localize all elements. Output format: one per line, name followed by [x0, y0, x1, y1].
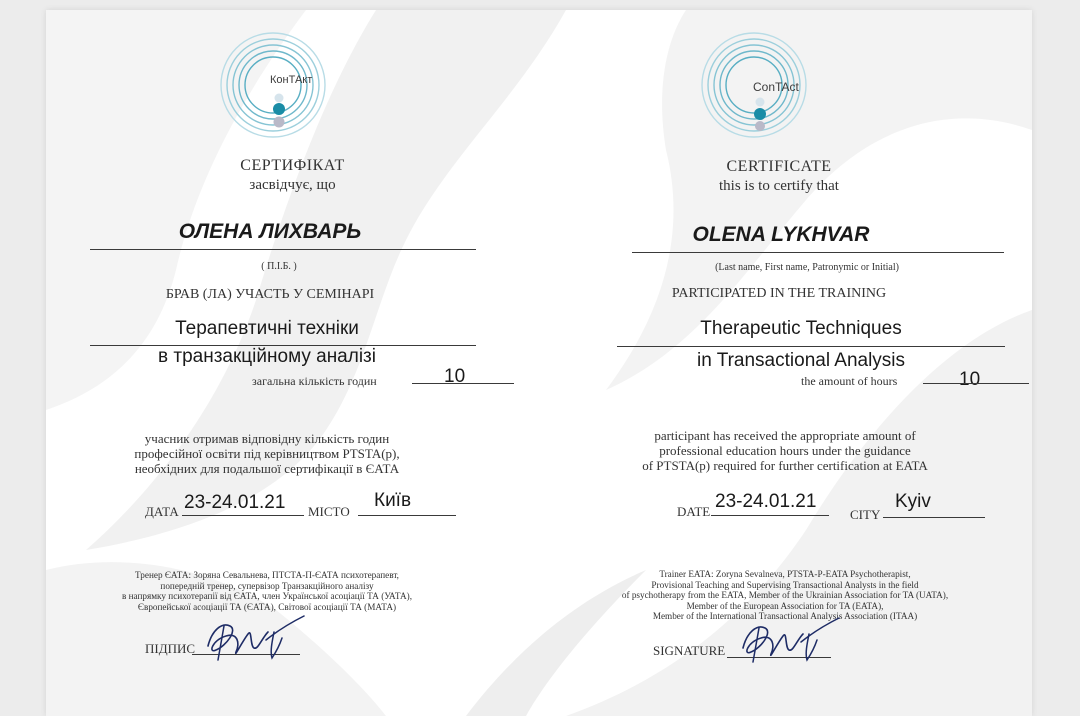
date-underline	[182, 515, 304, 516]
education-paragraph	[539, 428, 1031, 473]
trainer-line: Member of the International Transactional Analysis Association (ITAA)	[652, 611, 918, 621]
hours-value: 10	[959, 369, 981, 390]
city-underline	[358, 515, 456, 516]
logo-text: ConTAct	[753, 80, 799, 94]
course-title-line2: в транзакційному аналізі	[158, 346, 376, 367]
participant-name: ОЛЕНА ЛИХВАРЬ	[178, 220, 362, 243]
participant-name: OLENA LYKHVAR	[692, 223, 870, 246]
paragraph-line: необхідних для подальшої сертифікації в ЄАТА	[134, 461, 400, 476]
logo-text: КонТАкт	[270, 74, 313, 86]
participated-label: PARTICIPATED IN THE TRAINING	[671, 286, 887, 301]
signature-label: ПІДПИС	[145, 641, 196, 656]
city-value: Kyiv	[895, 491, 931, 512]
hours-underline	[412, 383, 514, 384]
city-value: Київ	[374, 490, 412, 511]
name-underline	[632, 252, 1004, 253]
course-title-line1: Therapeutic Techniques	[700, 318, 902, 339]
certificate-subtitle: this is to certify that	[719, 178, 839, 194]
paragraph-line: професійної освіти під керівництвом PTSTA(р),	[134, 446, 400, 461]
trainer-line: Provisional Teaching and Supervising Transactional Analysts in the field	[651, 579, 919, 590]
hours-underline	[923, 383, 1029, 384]
certificate-ukrainian	[46, 10, 539, 716]
trainer-line: Європейської асоціації ТА (ЄАТА), Світової асоціації ТА (МАТА)	[137, 601, 397, 612]
hours-value: 10	[444, 366, 466, 387]
paragraph-line: participant has received the appropriate amount of	[654, 428, 916, 443]
name-caption: (Last name, First name, Patronymic or Initial)	[715, 262, 899, 273]
trainer-info	[46, 570, 488, 612]
hours-label: загальна кількість годин	[252, 374, 377, 388]
certificate-title: CERTIFICATE	[726, 158, 832, 175]
date-label: DATE	[677, 504, 711, 519]
city-underline	[883, 517, 985, 518]
certificate-subtitle: засвідчує, що	[249, 177, 336, 193]
course-title-line1: Терапевтичні техніки	[175, 318, 359, 339]
certificate-english	[539, 10, 1032, 716]
trainer-line: Тренер ЄАТА: Зоряна Севальнева, ПТСТА-П-ЄАТА психотерапевт,	[135, 570, 399, 580]
handwritten-signature-icon	[731, 614, 846, 666]
name-underline	[90, 249, 476, 250]
trainer-line: в напрямку психотерапії від ЄАТА, член Української асоціації ТА (УАТА),	[122, 591, 412, 601]
participated-label: БРАВ (ЛА) УЧАСТЬ У СЕМІНАРІ	[165, 287, 375, 302]
signature-label: SIGNATURE	[653, 643, 726, 658]
date-underline	[711, 515, 829, 516]
date-value: 23-24.01.21	[184, 492, 286, 513]
date-label: ДАТА	[145, 504, 179, 519]
course-underline	[617, 346, 1005, 347]
date-value: 23-24.01.21	[715, 491, 817, 512]
name-caption: ( П.І.Б. )	[261, 261, 297, 272]
trainer-line: Trainer EATA: Zoryna Sevalneva, PTSTA-P-EATA Psychotherapist,	[659, 569, 911, 579]
trainer-line: of psychotherapy from the EATA, Member of the Ukrainian Association for TA (UATA),	[621, 590, 949, 600]
course-title-line2: in Transactional Analysis	[696, 350, 906, 371]
trainer-line: Member of the European Association for TA (EATA),	[686, 600, 884, 611]
paragraph-line: учасник отримав відповідну кількість годин	[144, 431, 390, 446]
certificate-title: СЕРТИФІКАТ	[240, 157, 345, 174]
trainer-line: попередній тренер, супервізор Транзакційного аналізу	[160, 580, 374, 591]
hours-label: the amount of hours	[801, 374, 898, 388]
city-label: МІСТО	[308, 504, 350, 519]
certificate-page	[46, 10, 1032, 716]
paragraph-line: of PTSTA(p) required for further certification at EATA	[642, 458, 928, 473]
education-paragraph	[46, 431, 488, 476]
handwritten-signature-icon	[196, 612, 311, 664]
city-label: CITY	[850, 507, 881, 522]
paragraph-line: professional education hours under the guidance	[659, 443, 911, 458]
